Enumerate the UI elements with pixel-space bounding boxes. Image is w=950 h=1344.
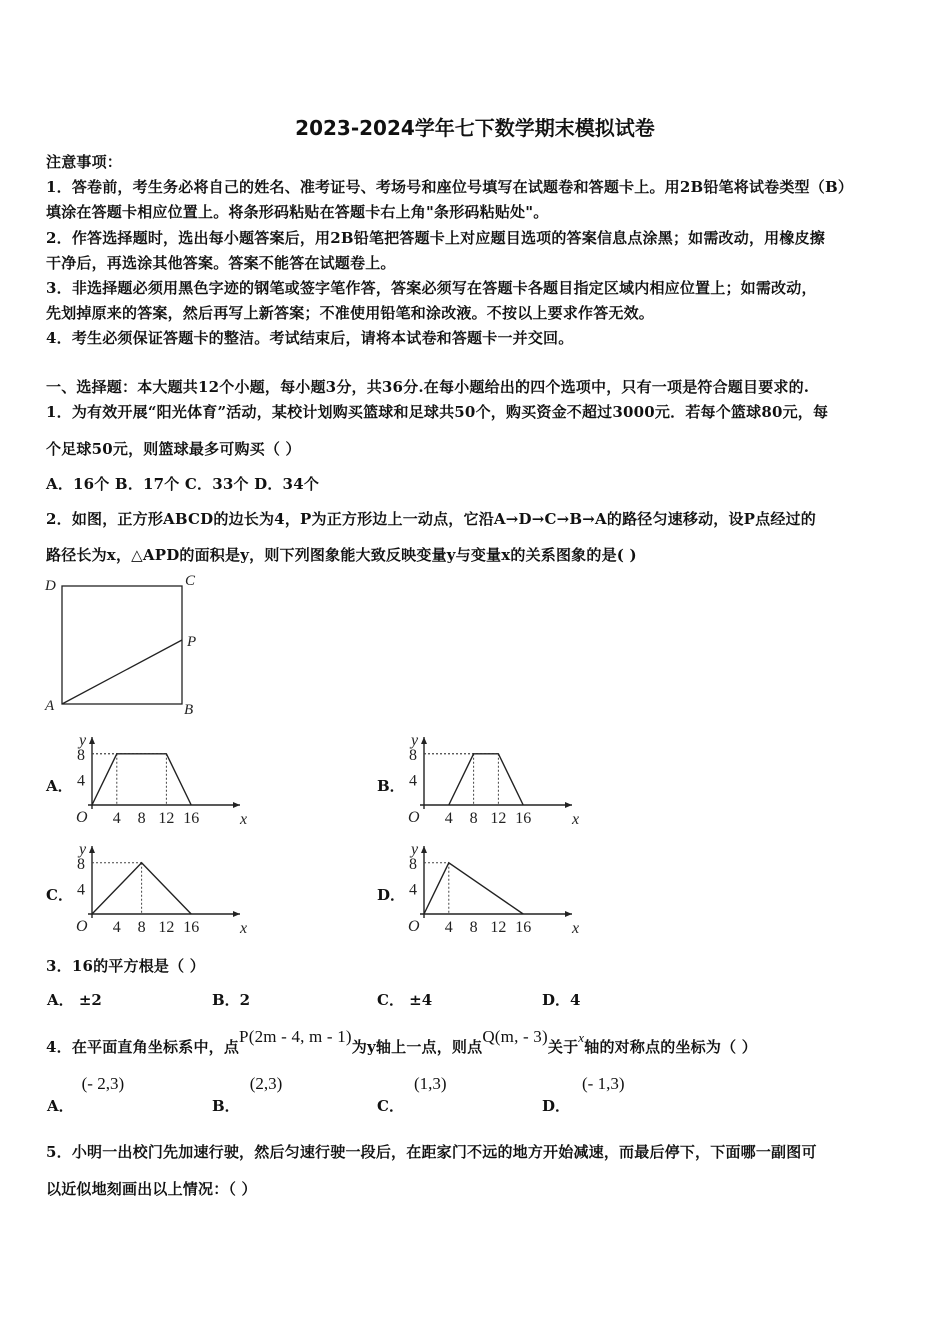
label-p: P [187, 634, 197, 650]
option-label: B． [212, 1097, 240, 1115]
x-tick-label: 16 [515, 919, 532, 936]
q5-stem: 5．小明一出校门先加速行驶，然后匀速行驶一段后，在距家门不远的地方开始减速，而最后停下，下面哪一副图可 [46, 1143, 817, 1161]
q4-x: x [578, 1030, 585, 1045]
y-axis-arrow [421, 737, 427, 744]
x-tick-label: 4 [112, 810, 121, 827]
q4-point-p: P(2m - 4, m - 1) [239, 1027, 352, 1046]
note-line: 1．答卷前，考生务必将自己的姓名、准考证号、考场号和座位号填写在试题卷和答题卡上。用2B铅笔将试卷类型（B） [46, 178, 854, 196]
note-line: 先划掉原来的答案，然后再写上新答案；不准使用铅笔和涂改液。不按以上要求作答无效。 [46, 304, 655, 322]
q4-option-c [377, 1074, 447, 1115]
q3-option-d: D．4 [542, 991, 581, 1009]
option-label: A． [47, 1097, 74, 1115]
y-axis-label: y [411, 733, 419, 749]
segment-ap [62, 640, 182, 704]
q3-option-c: C． ±4 [377, 991, 433, 1009]
graph-option-c [70, 842, 248, 937]
option-value: (2,3) [249, 1074, 283, 1093]
x-tick-label: 16 [183, 919, 200, 936]
x-tick-label: 12 [158, 810, 175, 827]
graph-option-label-c: C． [46, 886, 73, 904]
q2-stem: 2．如图，正方形ABCD的边长为4，P为正方形边上一动点，它沿A→D→C→B→A的路径匀速移动，设P点经过的 [46, 510, 816, 528]
x-axis-label: x [240, 920, 248, 937]
option-value: (- 1,3) [582, 1074, 625, 1093]
note-line: 填涂在答题卡相应位置上。将条形码粘贴在答题卡右上角"条形码粘贴处"。 [46, 203, 549, 221]
graph-option-label-b: B． [377, 777, 405, 795]
page-title: 2023-2024学年七下数学期末模拟试卷 [295, 116, 655, 140]
graph-line [449, 754, 523, 805]
q4-point-q: Q(m, - 3) [482, 1027, 548, 1046]
note-line: 3．非选择题必须用黑色字迹的钢笔或签字笔作答，答案必须写在答题卡各题目指定区域内相应位置上；如需改动， [46, 279, 817, 297]
x-tick-label: 16 [515, 810, 532, 827]
q4-text: 4．在平面直角坐标系中，点 [46, 1038, 240, 1056]
y-axis-arrow [89, 846, 95, 853]
label-d: D [45, 578, 56, 594]
q4-stem [46, 1027, 757, 1057]
x-axis-arrow [565, 911, 572, 917]
q1-stem: 1．为有效开展“阳光体育”活动，某校计划购买篮球和足球共50个，购买资金不超过3000元．若每个篮球80元，每 [46, 403, 829, 421]
y-tick-label: 8 [409, 746, 417, 764]
y-axis-arrow [89, 737, 95, 744]
x-tick-label: 4 [444, 810, 453, 827]
option-value: (- 2,3) [81, 1074, 125, 1093]
graph-line [92, 754, 191, 805]
note-line: 2．作答选择题时，选出每小题答案后，用2B铅笔把答题卡上对应题目选项的答案信息点涂黑；如需改动，用橡皮擦 [46, 229, 825, 247]
note-line: 干净后，再选涂其他答案。答案不能答在试题卷上。 [46, 254, 396, 272]
q1-options: A．16个 B．17个 C．33个 D．34个 [46, 475, 320, 493]
graph-line [424, 863, 523, 914]
y-tick-label: 4 [409, 772, 417, 790]
x-axis-arrow [233, 911, 240, 917]
x-axis-label: x [572, 811, 580, 828]
square-figure [42, 572, 212, 720]
y-tick-label: 4 [77, 881, 85, 899]
option-label: C． [377, 1097, 404, 1115]
x-tick-label: 8 [469, 919, 478, 936]
y-tick-label: 8 [77, 746, 85, 764]
notes-heading: 注意事项： [46, 153, 123, 171]
q3-option-b: B．2 [212, 991, 251, 1009]
square [62, 586, 182, 704]
q5-stem: 以近似地刻画出以上情况：（ ） [46, 1180, 257, 1198]
x-axis-label: x [572, 920, 580, 937]
y-tick-label: 8 [409, 855, 417, 873]
graph-option-d [402, 842, 580, 937]
label-b: B [184, 702, 194, 718]
section-heading: 一、选择题：本大题共12个小题，每小题3分，共36分.在每小题给出的四个选项中，只有一项是符合题目要求的. [46, 378, 810, 396]
y-tick-label: 4 [409, 881, 417, 899]
graph-option-label-a: A． [46, 777, 73, 795]
q4-text: 轴的对称点的坐标为（ ） [584, 1038, 757, 1056]
graph-option-b [402, 733, 580, 828]
y-axis-label: y [79, 842, 87, 858]
x-tick-label: 4 [444, 919, 453, 936]
x-tick-label: 12 [490, 810, 507, 827]
q3-option-a: A． ±2 [47, 991, 102, 1009]
y-axis-label: y [79, 733, 87, 749]
option-label: D． [542, 1097, 571, 1115]
x-axis-arrow [565, 802, 572, 808]
label-a: A [45, 698, 55, 714]
q2-stem: 路径长为x，△APD的面积是y，则下列图象能大致反映变量y与变量x的关系图象的是( ) [46, 546, 637, 564]
origin-label: O [408, 918, 420, 935]
x-tick-label: 16 [183, 810, 200, 827]
graph-option-label-d: D． [377, 886, 406, 904]
q4-option-d [542, 1074, 625, 1115]
x-axis-arrow [233, 802, 240, 808]
origin-label: O [76, 809, 88, 826]
y-axis-arrow [421, 846, 427, 853]
q1-stem: 个足球50元，则篮球最多可购买（ ） [46, 440, 301, 458]
option-value: (1,3) [413, 1074, 447, 1093]
x-tick-label: 12 [158, 919, 175, 936]
x-tick-label: 12 [490, 919, 507, 936]
note-line: 4．考生必须保证答题卡的整洁。考试结束后，请将本试卷和答题卡一并交回。 [46, 329, 574, 347]
q4-text: 为y轴上一点，则点 [351, 1038, 483, 1056]
y-axis-label: y [411, 842, 419, 858]
x-tick-label: 8 [469, 810, 478, 827]
q4-text: 关于 [547, 1038, 579, 1056]
x-tick-label: 4 [112, 919, 121, 936]
x-tick-label: 8 [137, 810, 146, 827]
x-axis-label: x [240, 811, 248, 828]
y-tick-label: 8 [77, 855, 85, 873]
q3-stem: 3．16的平方根是（ ） [46, 957, 205, 975]
x-tick-label: 8 [137, 919, 146, 936]
y-tick-label: 4 [77, 772, 85, 790]
origin-label: O [76, 918, 88, 935]
origin-label: O [408, 809, 420, 826]
q4-option-b [212, 1074, 283, 1115]
graph-option-a [70, 733, 248, 828]
label-c: C [185, 573, 196, 589]
q4-option-a [47, 1074, 125, 1115]
